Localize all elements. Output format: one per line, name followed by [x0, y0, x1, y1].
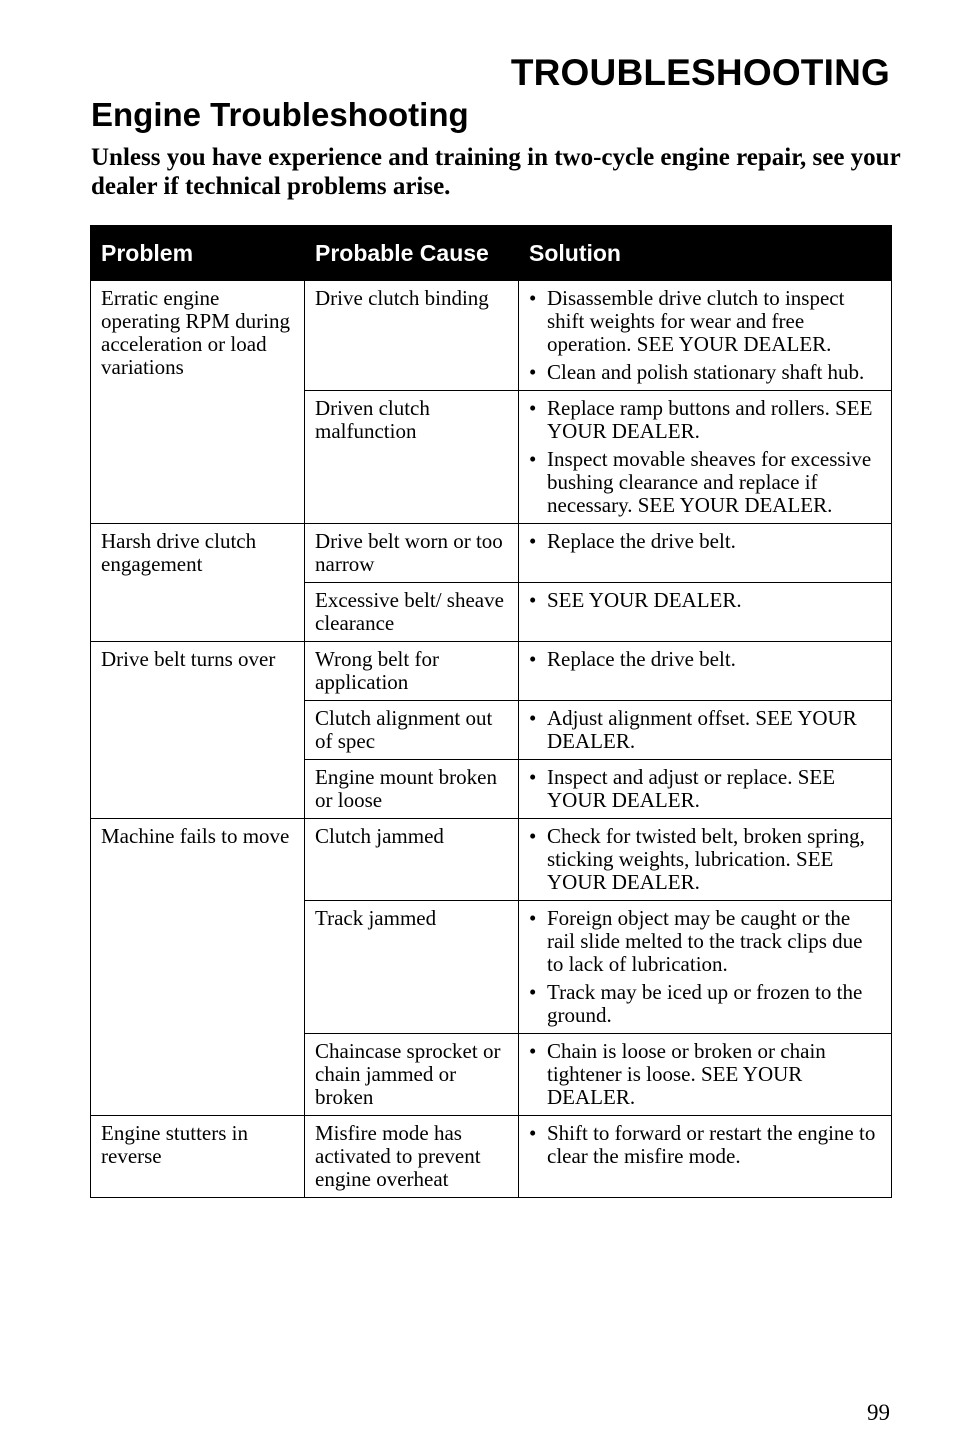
- table-row: [91, 1116, 892, 1198]
- table-row: [91, 524, 892, 583]
- solution-item: • Replace ramp buttons and rollers. SEE YOUR DEALER.: [529, 397, 881, 443]
- table-header-row: [91, 226, 892, 281]
- section-title: Engine Troubleshooting: [91, 96, 469, 133]
- solution-item: • Inspect movable sheaves for excessive bushing clearance and replace if necessary. SEE YOUR DEALER.: [529, 448, 881, 517]
- cause-cell: Wrong belt for application: [305, 642, 519, 701]
- solution-cell: [519, 1034, 892, 1116]
- cause-cell: Track jammed: [305, 901, 519, 1034]
- header-probable-cause: Probable Cause: [305, 226, 519, 281]
- solution-cell: [519, 1116, 892, 1198]
- solution-cell: [519, 524, 892, 583]
- solution-cell: [519, 391, 892, 524]
- solution-item: • Shift to forward or restart the engine to clear the misfire mode.: [529, 1122, 881, 1168]
- cause-cell: Engine mount broken or loose: [305, 760, 519, 819]
- solution-item: • Clean and polish stationary shaft hub.: [529, 361, 881, 384]
- solution-list: [529, 530, 881, 553]
- troubleshooting-table: [90, 225, 892, 1198]
- solution-item: • Replace the drive belt.: [529, 530, 881, 553]
- problem-cell: Machine fails to move: [91, 819, 305, 1116]
- table-row: [91, 642, 892, 701]
- table-row: [91, 281, 892, 391]
- problem-cell: Drive belt turns over: [91, 642, 305, 819]
- solution-item: • SEE YOUR DEALER.: [529, 589, 881, 612]
- solution-cell: [519, 583, 892, 642]
- solution-item: • Inspect and adjust or replace. SEE YOUR DEALER.: [529, 766, 881, 812]
- solution-list: [529, 825, 881, 894]
- cause-cell: Drive belt worn or too narrow: [305, 524, 519, 583]
- problem-cell: Harsh drive clutch engagement: [91, 524, 305, 642]
- page-number: 99: [867, 1400, 890, 1425]
- problem-cell: Erratic engine operating RPM during acceleration or load variations: [91, 281, 305, 524]
- solution-list: [529, 1040, 881, 1109]
- header-problem: Problem: [91, 226, 305, 281]
- table-row: [91, 819, 892, 901]
- problem-cell: Engine stutters in reverse: [91, 1116, 305, 1198]
- solution-cell: [519, 281, 892, 391]
- solution-list: [529, 287, 881, 384]
- solution-list: [529, 1122, 881, 1168]
- solution-item: • Chain is loose or broken or chain tightener is loose. SEE YOUR DEALER.: [529, 1040, 881, 1109]
- cause-cell: Misfire mode has activated to prevent engine overheat: [305, 1116, 519, 1198]
- solution-list: [529, 766, 881, 812]
- cause-cell: Excessive belt/ sheave clearance: [305, 583, 519, 642]
- solution-cell: [519, 701, 892, 760]
- page-header-title: TROUBLESHOOTING: [510, 52, 890, 93]
- solution-item: • Adjust alignment offset. SEE YOUR DEALER.: [529, 707, 881, 753]
- cause-cell: Clutch alignment out of spec: [305, 701, 519, 760]
- solution-cell: [519, 819, 892, 901]
- cause-cell: Chaincase sprocket or chain jammed or broken: [305, 1034, 519, 1116]
- solution-item: • Disassemble drive clutch to inspect shift weights for wear and free operation. SEE YOUR DEALER.: [529, 287, 881, 356]
- solution-list: [529, 707, 881, 753]
- intro-text: Unless you have experience and training in two-cycle engine repair, see your dealer if technical problems arise.: [91, 144, 901, 200]
- solution-item: • Foreign object may be caught or the rail slide melted to the track clips due to lack of lubrication.: [529, 907, 881, 976]
- cause-cell: Driven clutch malfunction: [305, 391, 519, 524]
- solution-cell: [519, 901, 892, 1034]
- solution-list: [529, 907, 881, 1027]
- solution-list: [529, 648, 881, 671]
- solution-list: [529, 397, 881, 517]
- solution-item: • Track may be iced up or frozen to the ground.: [529, 981, 881, 1027]
- solution-cell: [519, 642, 892, 701]
- solution-cell: [519, 760, 892, 819]
- solution-item: • Check for twisted belt, broken spring, sticking weights, lubrication. SEE YOUR DEALER.: [529, 825, 881, 894]
- solution-item: • Replace the drive belt.: [529, 648, 881, 671]
- table-body: [91, 281, 892, 1198]
- solution-list: [529, 589, 881, 612]
- cause-cell: Clutch jammed: [305, 819, 519, 901]
- header-solution: Solution: [519, 226, 892, 281]
- cause-cell: Drive clutch binding: [305, 281, 519, 391]
